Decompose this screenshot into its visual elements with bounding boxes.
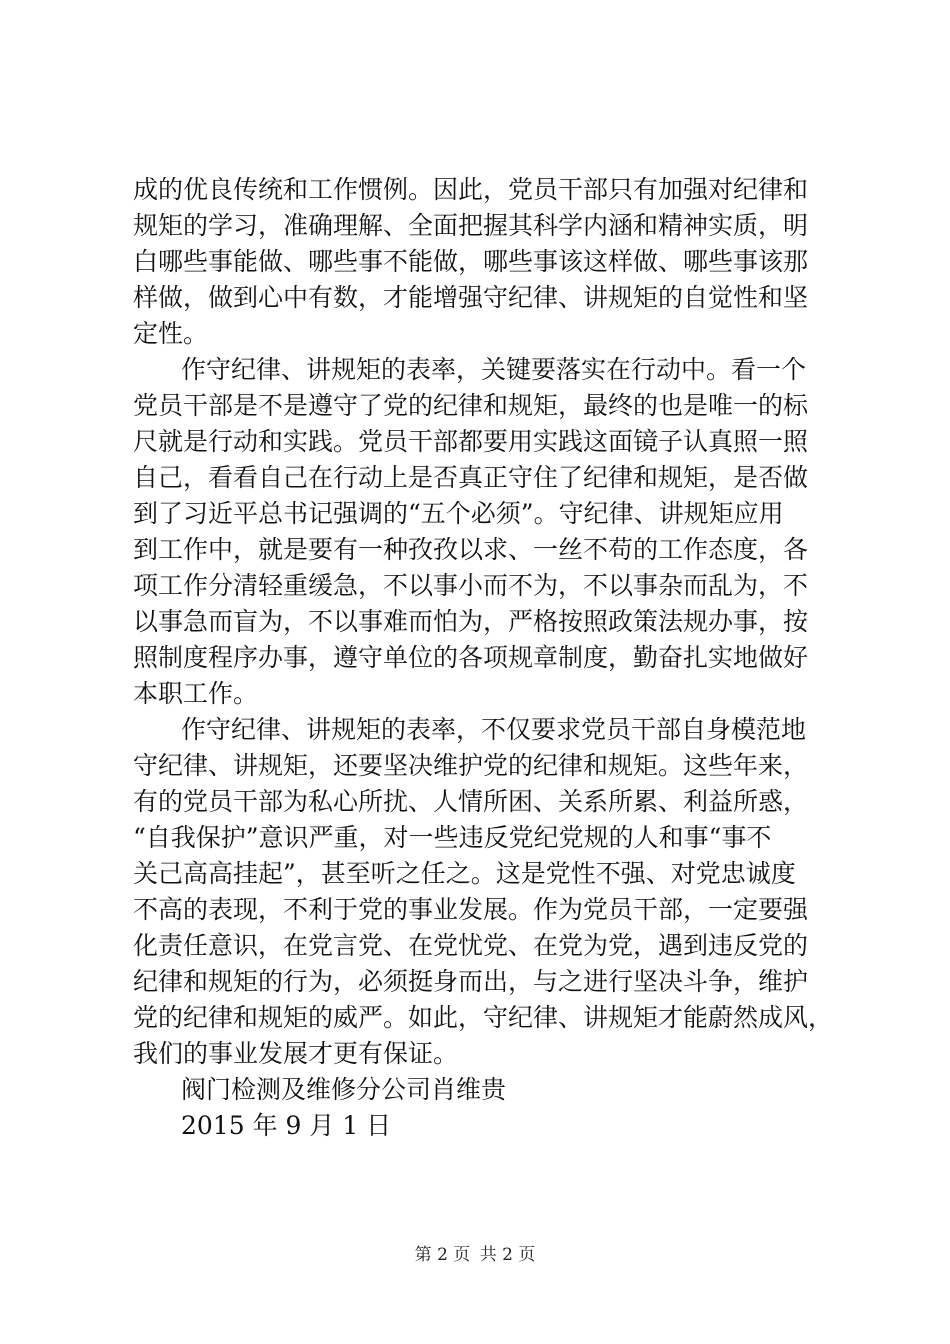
paragraph-start-line: 作守纪律、讲规矩的表率，关键要落实在行动中。看一个 bbox=[181, 355, 807, 384]
text-line: 守纪律、讲规矩，还要坚决维护党的纪律和规矩。这些年来， bbox=[133, 751, 809, 780]
text-line: 不高的表现，不利于党的事业发展。作为党员干部，一定要强 bbox=[133, 895, 809, 924]
text-line: 党的纪律和规矩的威严。如此，守纪律、讲规矩才能蔚然成风， bbox=[133, 1003, 834, 1032]
text-line: 照制度程序办事，遵守单位的各项规章制度，勤奋扎实地做好 bbox=[133, 643, 809, 672]
paragraph-start-line: 作守纪律、讲规矩的表率，不仅要求党员干部自身模范地 bbox=[181, 715, 807, 744]
signature: 阀门检测及维修分公司肖维贵 bbox=[181, 1075, 507, 1104]
text-line: 成的优良传统和工作惯例。因此，党员干部只有加强对纪律和 bbox=[133, 175, 809, 204]
text-line: 有的党员干部为私心所扰、人情所困、关系所累、利益所惑， bbox=[133, 787, 809, 816]
text-line: 纪律和规矩的行为，必须挺身而出，与之进行坚决斗争，维护 bbox=[133, 967, 809, 996]
text-line: 以事急而盲为，不以事难而怕为，严格按照政策法规办事，按 bbox=[133, 607, 809, 636]
text-line: “自我保护”意识严重，对一些违反党纪党规的人和事“事不 bbox=[133, 823, 772, 852]
text-line: 样做，做到心中有数，才能增强守纪律、讲规矩的自觉性和坚 bbox=[133, 283, 809, 312]
text-line: 我们的事业发展才更有保证。 bbox=[133, 1039, 459, 1068]
date: 2015 年 9 月 1 日 bbox=[181, 1111, 392, 1140]
text-line: 党员干部是不是遵守了党的纪律和规矩，最终的也是唯一的标 bbox=[133, 391, 809, 420]
text-line: 关己高高挂起”，甚至听之任之。这是党性不强、对党忠诚度 bbox=[133, 859, 796, 888]
page-number: 第 2 页 bbox=[414, 1245, 471, 1265]
text-line: 自己，看看自己在行动上是否真正守住了纪律和规矩，是否做 bbox=[133, 463, 809, 492]
text-line: 定性。 bbox=[133, 319, 209, 348]
page-total: 共 2 页 bbox=[479, 1245, 536, 1265]
page-footer bbox=[0, 1244, 950, 1266]
text-line: 本职工作。 bbox=[133, 679, 259, 708]
text-line: 尺就是行动和实践。党员干部都要用实践这面镜子认真照一照 bbox=[133, 427, 809, 456]
text-line: 项工作分清轻重缓急，不以事小而不为，不以事杂而乱为，不 bbox=[133, 571, 809, 600]
text-line: 到了习近平总书记强调的“五个必须”。守纪律、讲规矩应用 bbox=[133, 499, 784, 528]
text-line: 化责任意识，在党言党、在党忧党、在党为党，遇到违反党的 bbox=[133, 931, 809, 960]
text-line: 到工作中，就是要有一种孜孜以求、一丝不苟的工作态度，各 bbox=[133, 535, 809, 564]
text-line: 规矩的学习，准确理解、全面把握其科学内涵和精神实质，明 bbox=[133, 211, 809, 240]
text-line: 白哪些事能做、哪些事不能做，哪些事该这样做、哪些事该那 bbox=[133, 247, 809, 276]
